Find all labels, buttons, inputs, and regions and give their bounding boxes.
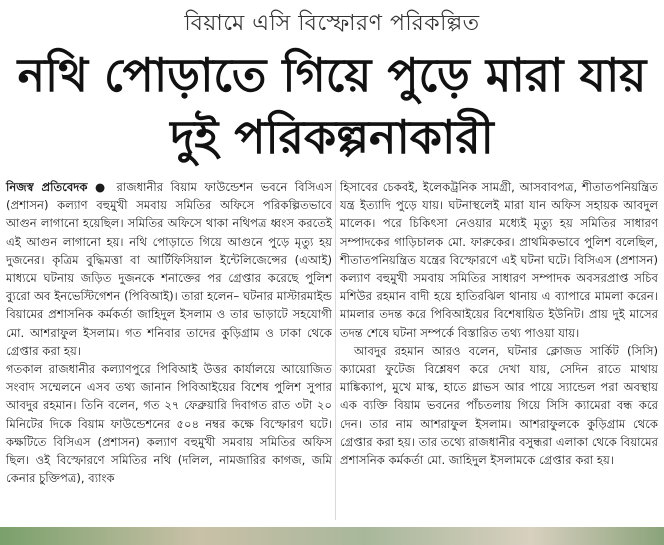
paragraph: রাজধানীর বিয়াম ফাউন্ডেশন ভবনে বিসিএস (প্রশাসন) কল্যাণ বহুমুখী সমবায় সমিতির অফিসে পরিকল্পিতভাবে আগুন লাগানো হয়েছিল। সমিতির অফিসে থাকা নথিপত্র ধ্বংস করতেই এই আগুন লাগানো হয়। নথি পোড়াতে গিয়ে আগুনে পুড়ে মৃত্যু হয় দুজনের। কৃত্রিম বুদ্ধিমত্তা বা আর্টিফিসিয়াল ইন্টেলিজেন্সের (এআই) মাধ্যমে ঘটনায় জড়িত দুজনকে শনাক্তের পর গ্রেপ্তার করেছে পুলিশ ব্যুরো অব ইনভেস্টিগেশন (পিবিআই)। তারা হলেন– ঘটনার মাস্টারমাইন্ড বিয়ামের প্রশাসনিক কর্মকর্তা জাহিদুল ইসলাম ও তার ভাড়াটে সহযোগী মো. আশরাফুল ইসলাম। গত শনিবার তাদের কুড়িগ্রাম ও ঢাকা থেকে গ্রেপ্তার করা হয়। (6, 180, 332, 358)
article-column-left (6, 178, 332, 487)
paragraph: আবদুর রহমান আরও বলেন, ঘটনার ক্লোজড সার্কিট (সিসি) ক্যামেরা ফুটেজ বিশ্লেষণ করে দেখা যায়, সেদিন রাতে মাথায় মাঙ্কিক্যাপ, মুখে মাস্ক, হাতে গ্লাভস আর পায়ে স্যান্ডেল পরা অবস্থায় এক ব্যক্তি বিয়াম ভবনের পাঁচতলায় গিয়ে সিসি ক্যামেরা বন্ধ করে দেন। তার নাম আশরাফুল ইসলাম। আশরাফুলকে কুড়িগ্রাম থেকে গ্রেপ্তার করা হয়। তার তথ্যে রাজধানীর বসুন্ধরা এলাকা থেকে বিয়ামের প্রশাসনিক কর্মকর্তা মো. জাহিদুল ইসলামকে গ্রেপ্তার করা হয়। (340, 343, 658, 468)
paragraph: হিসাবের চেকবই, ইলেকট্রনিক সামগ্রী, আসবাবপত্র, শীতাতপনিয়ন্ত্রিত যন্ত্র ইত্যাদি পুড়ে যায়। ঘটনাস্থলেই মারা যান অফিস সহায়ক আবদুল মালেক। পরে চিকিৎসা নেওয়ার মধ্যেই মৃত্যু হয় সমিতির সাধারণ সম্পাদকের গাড়িচালক মো. ফারুকের। প্রাথমিকভাবে পুলিশ বলেছিল, শীতাতপনিয়ন্ত্রিত যন্ত্রের বিস্ফোরণে এই ঘটনা ঘটে। বিসিএস (প্রশাসন) কল্যাণ বহুমুখী সমবায় সমিতির সাধারণ সম্পাদক অবসরপ্রাপ্ত সচিব মশিউর রহমান বাদী হয়ে হাতিরঝিল থানায় এ ব্যাপারে মামলা করেন। মামলার তদন্ত করে পিবিআইয়ের বিশেষায়িত ইউনিট। প্রায় দুই মাসের তদন্ত শেষে ঘটনা সম্পর্কে বিস্তারিত তথ্য পাওয়া যায়। (340, 180, 658, 340)
paragraph: গতকাল রাজধানীর কল্যাণপুরে পিবিআই উত্তর কার্যালয়ে আয়োজিত সংবাদ সম্মেলনে এসব তথ্য জানান পিবিআইয়ের বিশেষ পুলিশ সুপার আবদুর রহমান। তিনি বলেন, গত ২৭ ফেব্রুয়ারি দিবাগত রাত ৩টা ২০ মিনিটের দিকে বিয়াম ফাউন্ডেশনের ৫০৪ নম্বর কক্ষে বিস্ফোরণ ঘটে। কক্ষটিতে বিসিএস (প্রশাসন) কল্যাণ বহুমুখী সমবায় সমিতির অফিস ছিল। ওই বিস্ফোরণে সমিতির নথি (দলিল, নামজারির কাগজ, জমি কেনার চুক্তিপত্র), ব্যাংক (6, 362, 332, 486)
column-divider (335, 180, 336, 520)
kicker: বিয়ামে এসি বিস্ফোরণ পরিকল্পিত (184, 11, 480, 36)
headline: নথি পোড়াতে গিয়ে পুড়ে মারা যায় দুই পরিকল্পনাকারী (17, 48, 647, 164)
photo-strip (0, 527, 664, 545)
byline-bullet: ● (95, 180, 117, 194)
byline: নিজস্ব প্রতিবেদক (6, 180, 88, 194)
article-column-right (340, 178, 658, 469)
